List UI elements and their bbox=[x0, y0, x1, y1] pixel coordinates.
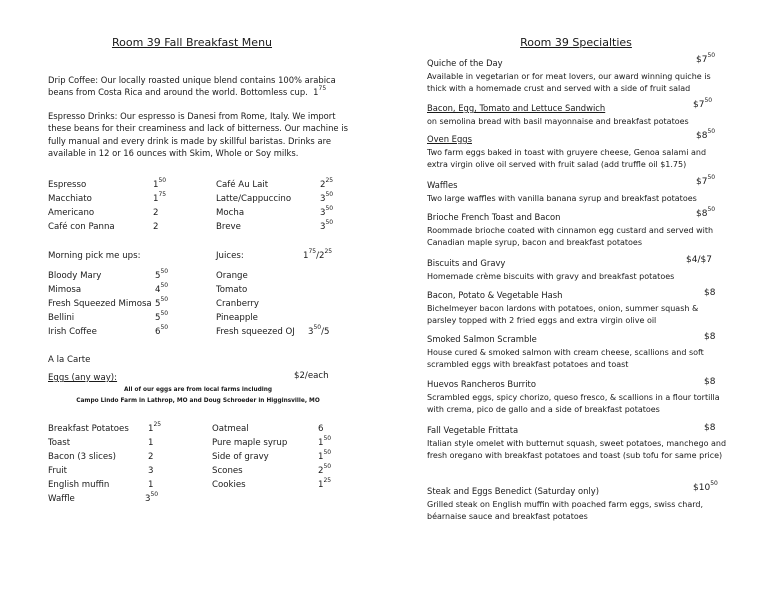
drink-cafe-au-lait-price: $2^{25}$ bbox=[320, 177, 334, 190]
drink-mocha: Mocha bbox=[216, 208, 245, 218]
juice-tomato: Tomato bbox=[216, 285, 248, 295]
cocktail-irish-coffee-price: $6^{50}$ bbox=[155, 324, 169, 337]
side-toast: Toast bbox=[48, 438, 71, 448]
cocktail-bellini-price: $5^{50}$ bbox=[155, 310, 169, 323]
drink-cafe-au-lait: Café Au Lait bbox=[216, 180, 269, 190]
side-fruit-price: 3 bbox=[148, 466, 154, 476]
eggs-label: Eggs (any way): bbox=[48, 373, 118, 383]
side-bacon-price: 2 bbox=[148, 452, 154, 462]
pick-me-ups-heading: Morning pick me ups: bbox=[48, 251, 141, 261]
drink-macchiato-price: $1^{75}$ bbox=[153, 191, 167, 204]
specialty-name: Huevos Rancheros Burrito bbox=[427, 379, 536, 389]
drink-americano: Americano bbox=[48, 208, 95, 218]
drip-coffee-text: Drip Coffee: Our locally roasted unique blend contains 100% arabica beans from Costa Rica and around the world. Bottomless cup. bbox=[48, 75, 336, 98]
specialty-name: Quiche of the Day bbox=[427, 58, 503, 68]
drink-latte-cappuccino-price: $3^{50}$ bbox=[320, 191, 334, 204]
specialty-description: Two farm eggs baked in toast with gruyere cheese, Genoa salami and extra virgin olive oil served with fruit salad (add truffle oil $1.75) bbox=[427, 148, 707, 170]
juices-price: $1^{75}/2^{25}$ bbox=[303, 248, 333, 261]
drink-breve: Breve bbox=[216, 222, 241, 232]
specialty-description: Homemade crème biscuits with gravy and breakfast potatoes bbox=[427, 272, 675, 281]
side-bacon: Bacon (3 slices) bbox=[48, 452, 116, 462]
side-oatmeal-price: 6 bbox=[318, 424, 324, 434]
specialty-description: Two large waffles with vanilla banana syrup and breakfast potatoes bbox=[427, 194, 697, 203]
specialty-price: $\$7^{50}$ bbox=[696, 52, 716, 65]
specialty-price: $8 bbox=[704, 288, 716, 298]
cocktail-mimosa: Mimosa bbox=[48, 285, 82, 295]
specialty-description: Bichelmeyer bacon lardons with potatoes, onion, summer squash & parsley topped with 2 fried eggs and extra virgin olive oil bbox=[427, 304, 699, 326]
drink-cafe-con-panna: Café con Panna bbox=[48, 222, 115, 232]
drink-espresso-price: $1^{50}$ bbox=[153, 177, 167, 190]
specialty-name: Fall Vegetable Frittata bbox=[427, 425, 519, 435]
drink-breve-price: $3^{50}$ bbox=[320, 219, 334, 232]
specialty-price: $\$7^{50}$ bbox=[696, 174, 716, 187]
side-scones-price: $2^{50}$ bbox=[318, 463, 332, 476]
specialty-price: $4/$7 bbox=[686, 255, 712, 265]
side-cookies-price: $1^{25}$ bbox=[318, 477, 332, 490]
side-waffle-price: $3^{50}$ bbox=[145, 491, 159, 504]
juice-pineapple: Pineapple bbox=[216, 313, 258, 323]
specialty-description: Scrambled eggs, spicy chorizo, queso fresco, & scallions in a flour tortilla with crema, pico de gallo and a side of breakfast potatoes bbox=[427, 393, 720, 415]
juice-fresh-oj: Fresh squeezed OJ bbox=[216, 327, 295, 337]
specialty-price: $\$7^{50}$ bbox=[693, 97, 713, 110]
drip-coffee-description bbox=[48, 74, 358, 99]
drink-latte-cappuccino: Latte/Cappuccino bbox=[216, 194, 292, 204]
cocktail-fresh-mimosa-price: $5^{50}$ bbox=[155, 296, 169, 309]
drink-macchiato: Macchiato bbox=[48, 194, 92, 204]
cocktail-fresh-mimosa: Fresh Squeezed Mimosa bbox=[48, 299, 152, 309]
espresso-description: Espresso Drinks: Our espresso is Danesi from Rome, Italy. We import these beans for their creaminess and lack of bitterness. Our machine is fully manual and every drink is made by skillful baristas. Drinks are available in 12 or 16 ounces with Skim, Whole or Soy milks. bbox=[48, 111, 348, 159]
breakfast-menu-title: Room 39 Fall Breakfast Menu bbox=[111, 36, 273, 49]
drink-americano-price: 2 bbox=[153, 208, 159, 218]
drink-mocha-price: $3^{50}$ bbox=[320, 205, 334, 218]
drip-coffee-price: $1^{75}$ bbox=[313, 85, 327, 98]
side-breakfast-potatoes: Breakfast Potatoes bbox=[48, 424, 129, 434]
eggs-note-line-2: Campo Lindo Farm in Lathrop, MO and Doug Schroeder in Higginsville, MO bbox=[76, 398, 320, 404]
specialties-title: Room 39 Specialties bbox=[520, 36, 632, 49]
specialty-name: Brioche French Toast and Bacon bbox=[427, 212, 561, 222]
juice-orange: Orange bbox=[216, 271, 248, 281]
juice-cranberry: Cranberry bbox=[216, 299, 259, 309]
specialty-name: Bacon, Egg, Tomato and Lettuce Sandwich bbox=[427, 103, 606, 113]
side-breakfast-potatoes-price: $1^{25}$ bbox=[148, 421, 162, 434]
a-la-carte-heading: A la Carte bbox=[48, 355, 91, 365]
side-toast-price: 1 bbox=[148, 438, 154, 448]
specialty-price: $\$10^{50}$ bbox=[693, 480, 718, 493]
side-cookies: Cookies bbox=[212, 480, 246, 490]
cocktail-irish-coffee: Irish Coffee bbox=[48, 327, 97, 337]
specialty-name: Bacon, Potato & Vegetable Hash bbox=[427, 290, 563, 300]
specialty-description: Available in vegetarian or for meat lovers, our award winning quiche is thick with a homemade crust and served with a side of fruit salad bbox=[427, 72, 711, 94]
side-oatmeal: Oatmeal bbox=[212, 424, 249, 434]
specialty-description: House cured & smoked salmon with cream cheese, scallions and soft scrambled eggs with breakfast potatoes and toast bbox=[427, 348, 704, 370]
side-english-muffin-price: 1 bbox=[148, 480, 154, 490]
juice-fresh-oj-price: $3^{50}/5$ bbox=[308, 324, 330, 337]
side-waffle: Waffle bbox=[48, 494, 75, 504]
side-maple-syrup: Pure maple syrup bbox=[212, 438, 288, 448]
specialty-price: $8 bbox=[704, 377, 716, 387]
specialty-description: on semolina bread with basil mayonnaise and breakfast potatoes bbox=[427, 117, 689, 126]
specialty-name: Oven Eggs bbox=[427, 134, 472, 144]
cocktail-mimosa-price: $4^{50}$ bbox=[155, 282, 169, 295]
side-gravy-price: $1^{50}$ bbox=[318, 449, 332, 462]
cocktail-bloody-mary: Bloody Mary bbox=[48, 271, 102, 281]
specialty-description: Roommade brioche coated with cinnamon egg custard and served with Canadian maple syrup, bacon and breakfast potatoes bbox=[427, 226, 714, 248]
specialty-description: Grilled steak on English muffin with poached farm eggs, swiss chard, béarnaise sauce and breakfast potatoes bbox=[427, 500, 704, 522]
specialty-price: $8 bbox=[704, 423, 716, 433]
specialty-description: Italian style omelet with butternut squash, sweet potatoes, manchego and fresh oregano with breakfast potatoes and toast (sub tofu for same price) bbox=[427, 439, 727, 461]
specialty-price: $\$8^{50}$ bbox=[696, 206, 716, 219]
eggs-price: $2/each bbox=[294, 371, 329, 381]
side-fruit: Fruit bbox=[48, 466, 68, 476]
specialty-price: $8 bbox=[704, 332, 716, 342]
specialty-price: $\$8^{50}$ bbox=[696, 128, 716, 141]
side-maple-syrup-price: $1^{50}$ bbox=[318, 435, 332, 448]
side-scones: Scones bbox=[212, 466, 243, 476]
drink-cafe-con-panna-price: 2 bbox=[153, 222, 159, 232]
specialty-name: Smoked Salmon Scramble bbox=[427, 334, 537, 344]
eggs-note-line-1: All of our eggs are from local farms including bbox=[123, 387, 273, 393]
specialty-name: Waffles bbox=[427, 180, 458, 190]
side-gravy: Side of gravy bbox=[212, 452, 269, 462]
cocktail-bloody-mary-price: $5^{50}$ bbox=[155, 268, 169, 281]
specialty-name: Steak and Eggs Benedict (Saturday only) bbox=[427, 486, 599, 496]
cocktail-bellini: Bellini bbox=[48, 313, 75, 323]
side-english-muffin: English muffin bbox=[48, 480, 110, 490]
juices-heading: Juices: bbox=[216, 251, 244, 261]
drink-espresso: Espresso bbox=[48, 180, 87, 190]
specialty-name: Biscuits and Gravy bbox=[427, 258, 506, 268]
